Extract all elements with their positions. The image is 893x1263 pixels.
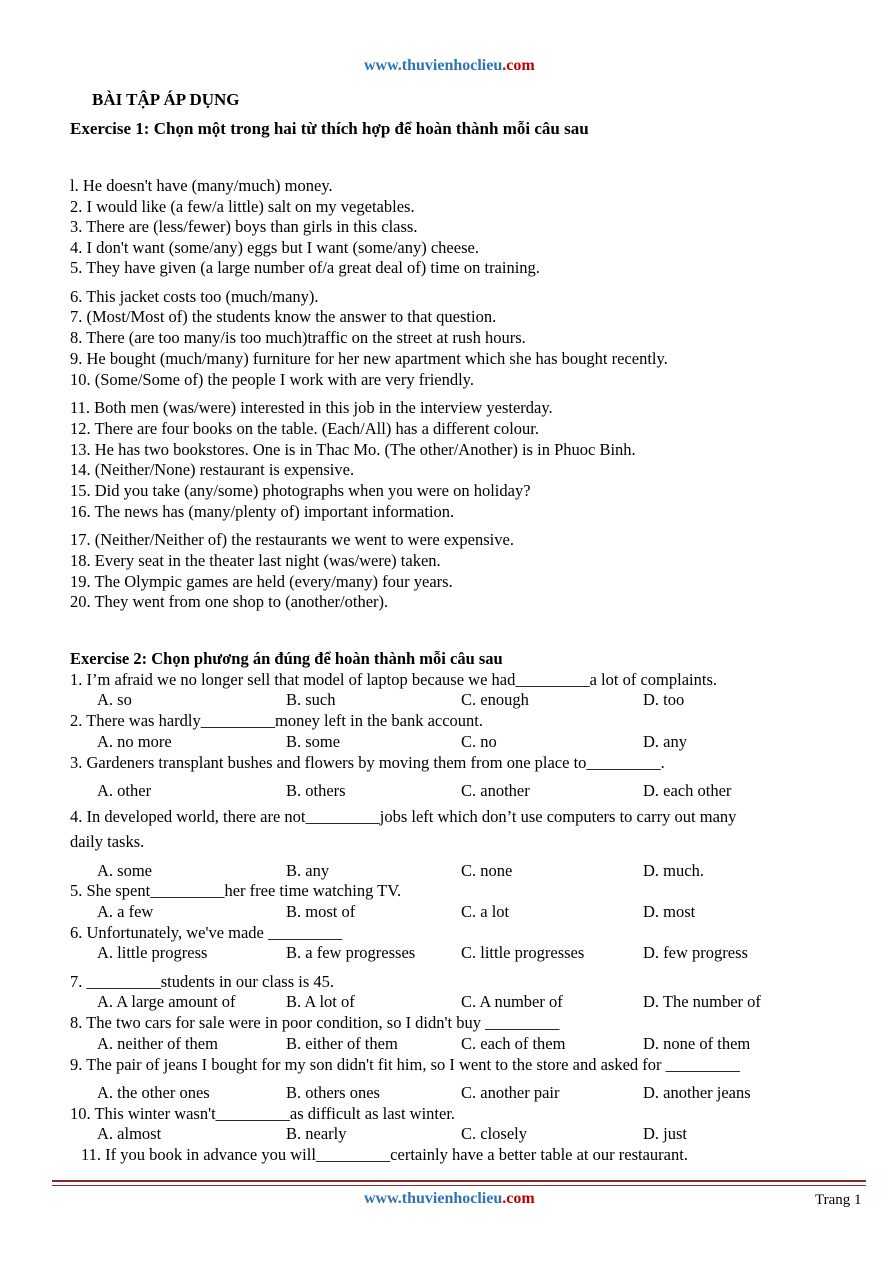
option-d: D. too bbox=[643, 690, 685, 709]
question-text: 5. She spent_________her free time watching TV. bbox=[70, 881, 402, 900]
question-text: 11. If you book in advance you will_________certainly have a better table at our restaurant. bbox=[81, 1145, 688, 1164]
option-a: A. little progress bbox=[97, 943, 208, 962]
option-c: C. each of them bbox=[461, 1034, 566, 1053]
option-a: A. no more bbox=[97, 732, 172, 751]
option-c: C. another pair bbox=[461, 1083, 560, 1102]
option-a: A. a few bbox=[97, 902, 154, 921]
option-b: B. most of bbox=[286, 902, 356, 921]
footer-divider-thin bbox=[52, 1185, 866, 1186]
exercise1-item: 11. Both men (was/were) interested in this job in the interview yesterday. bbox=[70, 398, 553, 417]
exercise1-item: 6. This jacket costs too (much/many). bbox=[70, 287, 319, 306]
exercise1-item: 18. Every seat in the theater last night (was/were) taken. bbox=[70, 551, 441, 570]
question-text: 7. _________students in our class is 45. bbox=[70, 972, 334, 991]
option-a: A. A large amount of bbox=[97, 992, 236, 1011]
exercise1-item: l. He doesn't have (many/much) money. bbox=[70, 176, 333, 195]
exercise1-item: 17. (Neither/Neither of) the restaurants we went to were expensive. bbox=[70, 530, 514, 549]
option-c: C. closely bbox=[461, 1124, 527, 1143]
question-text-continued: daily tasks. bbox=[70, 832, 145, 851]
option-c: C. none bbox=[461, 861, 513, 880]
question-text: 8. The two cars for sale were in poor condition, so I didn't buy _________ bbox=[70, 1013, 560, 1032]
option-c: C. no bbox=[461, 732, 497, 751]
question-text: 3. Gardeners transplant bushes and flowers by moving them from one place to_________. bbox=[70, 753, 665, 772]
question-text: 10. This winter wasn't_________as difficult as last winter. bbox=[70, 1104, 456, 1123]
site-name: www.thuvienhoclieu bbox=[364, 57, 503, 74]
option-d: D. The number of bbox=[643, 992, 761, 1011]
option-b: B. others ones bbox=[286, 1083, 380, 1102]
exercise1-item: 2. I would like (a few/a little) salt on my vegetables. bbox=[70, 197, 415, 216]
header-site-link[interactable] bbox=[364, 57, 535, 75]
exercise1-item: 20. They went from one shop to (another/other). bbox=[70, 592, 389, 611]
option-d: D. any bbox=[643, 732, 687, 751]
option-a: A. neither of them bbox=[97, 1034, 218, 1053]
option-a: A. the other ones bbox=[97, 1083, 210, 1102]
option-d: D. most bbox=[643, 902, 696, 921]
question-text: 2. There was hardly_________money left in the bank account. bbox=[70, 711, 483, 730]
option-a: A. almost bbox=[97, 1124, 162, 1143]
option-d: D. none of them bbox=[643, 1034, 751, 1053]
question-text: 6. Unfortunately, we've made _________ bbox=[70, 923, 343, 942]
option-a: A. so bbox=[97, 690, 132, 709]
option-c: C. a lot bbox=[461, 902, 510, 921]
exercise1-item: 14. (Neither/None) restaurant is expensive. bbox=[70, 460, 355, 479]
exercise1-item: 15. Did you take (any/some) photographs when you were on holiday? bbox=[70, 481, 531, 500]
option-c: C. A number of bbox=[461, 992, 563, 1011]
exercise1-item: 4. I don't want (some/any) eggs but I want (some/any) cheese. bbox=[70, 238, 479, 257]
option-d: D. few progress bbox=[643, 943, 748, 962]
option-b: B. such bbox=[286, 690, 336, 709]
exercise2-heading: Exercise 2: Chọn phương án đúng để hoàn thành mỗi câu sau bbox=[70, 649, 503, 668]
option-d: D. each other bbox=[643, 781, 732, 800]
option-d: D. just bbox=[643, 1124, 688, 1143]
exercise1-item: 13. He has two bookstores. One is in Thac Mo. (The other/Another) is in Phuoc Binh. bbox=[70, 440, 636, 459]
option-c: C. little progresses bbox=[461, 943, 585, 962]
page-title: BÀI TẬP ÁP DỤNG bbox=[92, 90, 240, 109]
exercise1-item: 8. There (are too many/is too much)traffic on the street at rush hours. bbox=[70, 328, 526, 347]
exercise1-item: 16. The news has (many/plenty of) important information. bbox=[70, 502, 455, 521]
exercise1-item: 3. There are (less/fewer) boys than girls in this class. bbox=[70, 217, 418, 236]
option-d: D. another jeans bbox=[643, 1083, 751, 1102]
option-c: C. another bbox=[461, 781, 530, 800]
option-b: B. others bbox=[286, 781, 346, 800]
page-number: Trang 1 bbox=[815, 1192, 862, 1208]
question-text: 4. In developed world, there are not_________jobs left which don’t use computers to carry out many bbox=[70, 807, 737, 826]
option-d: D. much. bbox=[643, 861, 704, 880]
site-domain: .com bbox=[502, 1190, 535, 1207]
option-b: B. nearly bbox=[286, 1124, 347, 1143]
option-b: B. a few progresses bbox=[286, 943, 416, 962]
option-a: A. other bbox=[97, 781, 152, 800]
exercise1-item: 7. (Most/Most of) the students know the answer to that question. bbox=[70, 307, 497, 326]
option-b: B. either of them bbox=[286, 1034, 398, 1053]
footer-divider bbox=[52, 1180, 866, 1182]
exercise1-item: 19. The Olympic games are held (every/many) four years. bbox=[70, 572, 453, 591]
option-a: A. some bbox=[97, 861, 152, 880]
question-text: 9. The pair of jeans I bought for my son didn't fit him, so I went to the store and asked for _________ bbox=[70, 1055, 740, 1074]
option-b: B. any bbox=[286, 861, 330, 880]
site-domain: .com bbox=[502, 57, 535, 74]
exercise1-item: 12. There are four books on the table. (Each/All) has a different colour. bbox=[70, 419, 540, 438]
site-name: www.thuvienhoclieu bbox=[364, 1190, 503, 1207]
footer-site-link[interactable] bbox=[364, 1190, 535, 1208]
option-b: B. some bbox=[286, 732, 341, 751]
question-text: 1. I’m afraid we no longer sell that model of laptop because we had_________a lot of complaints. bbox=[70, 670, 717, 689]
option-c: C. enough bbox=[461, 690, 529, 709]
option-b: B. A lot of bbox=[286, 992, 355, 1011]
exercise1-item: 9. He bought (much/many) furniture for her new apartment which she has bought recently. bbox=[70, 349, 668, 368]
exercise1-item: 10. (Some/Some of) the people I work with are very friendly. bbox=[70, 370, 474, 389]
exercise1-item: 5. They have given (a large number of/a great deal of) time on training. bbox=[70, 258, 540, 277]
exercise1-heading: Exercise 1: Chọn một trong hai từ thích hợp để hoàn thành mỗi câu sau bbox=[70, 119, 589, 138]
